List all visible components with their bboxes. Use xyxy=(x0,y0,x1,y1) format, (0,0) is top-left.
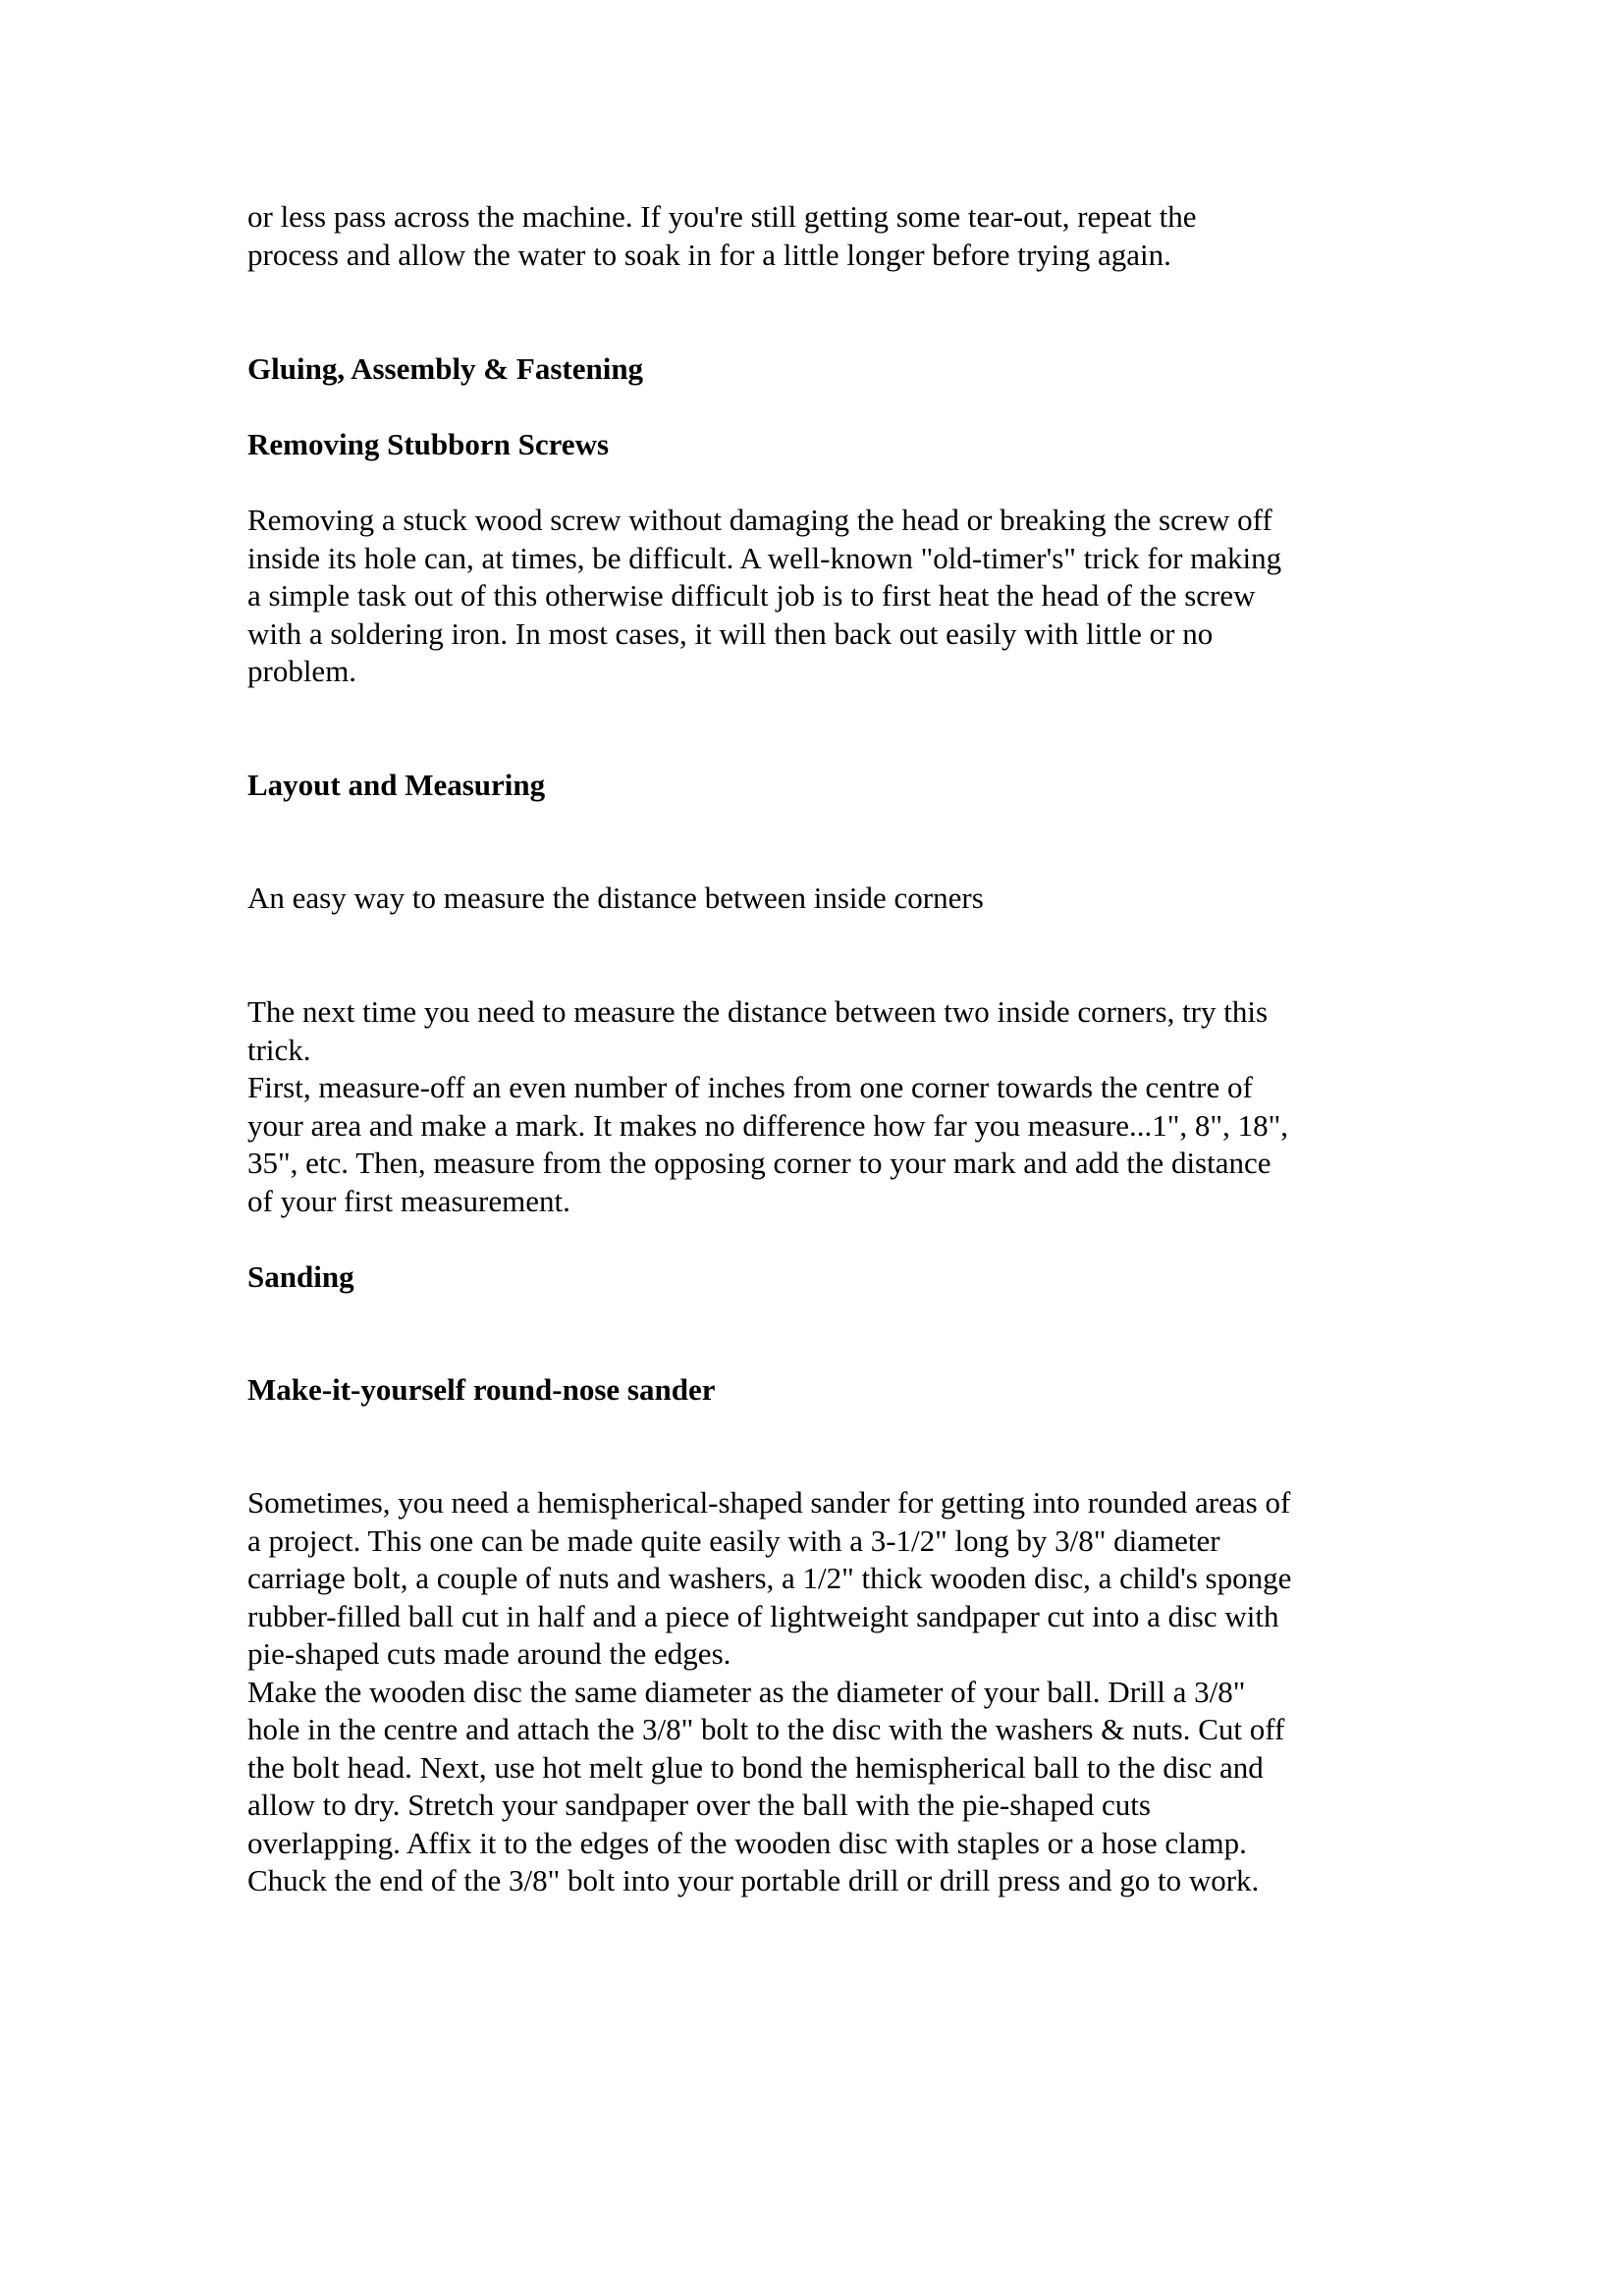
paragraph-inside-corners xyxy=(247,993,1386,1220)
paragraph-line: Chuck the end of the 3/8" bolt into your portable drill or drill press and go to work. xyxy=(247,1863,1260,1897)
paragraph-line: your area and make a mark. It makes no difference how far you measure...1", 8", 18", xyxy=(247,1107,1288,1143)
intro-paragraph xyxy=(247,198,1386,274)
paragraph-line: 35", etc. Then, measure from the opposing corner to your mark and add the distance xyxy=(247,1146,1271,1180)
paragraph-line: The next time you need to measure the distance between two inside corners, try this xyxy=(247,994,1269,1029)
subheading-removing-screws: Removing Stubborn Screws xyxy=(247,427,610,461)
paragraph-line: hole in the centre and attach the 3/8" bolt to the disc with the washers & nuts. Cut off xyxy=(247,1712,1285,1746)
section-heading-gluing: Gluing, Assembly & Fastening xyxy=(247,351,644,386)
paragraph-line: inside its hole can, at times, be difficult. A well-known "old-timer's" trick for making xyxy=(247,540,1282,575)
paragraph-round-nose-sander xyxy=(247,1484,1386,1900)
subheading-round-nose-sander: Make-it-yourself round-nose sander xyxy=(247,1372,716,1407)
paragraph-line: First, measure-off an even number of inches from one corner towards the centre of xyxy=(247,1070,1253,1104)
section-heading-sanding: Sanding xyxy=(247,1259,354,1294)
paragraph-line: with a soldering iron. In most cases, it will then back out easily with little or no xyxy=(247,615,1214,651)
paragraph-line: overlapping. Affix it to the edges of the wooden disc with staples or a hose clamp. xyxy=(247,1825,1247,1860)
paragraph-line: problem. xyxy=(247,654,357,688)
paragraph-line: carriage bolt, a couple of nuts and washers, a 1/2" thick wooden disc, a child's sponge xyxy=(247,1561,1292,1595)
intro-line: process and allow the water to soak in for a little longer before trying again. xyxy=(247,237,1171,272)
paragraph-line: a project. This one can be made quite easily with a 3-1/2" long by 3/8" diameter xyxy=(247,1522,1220,1558)
paragraph-line: rubber-filled ball cut in half and a piece of lightweight sandpaper cut into a disc with xyxy=(247,1598,1279,1633)
intro-line: or less pass across the machine. If you're still getting some tear-out, repeat the xyxy=(247,199,1197,234)
paragraph-line: Removing a stuck wood screw without damaging the head or breaking the screw off xyxy=(247,503,1272,537)
paragraph-line: Make the wooden disc the same diameter as the diameter of your ball. Drill a 3/8" xyxy=(247,1674,1246,1709)
paragraph-line: the bolt head. Next, use hot melt glue to bond the hemispherical ball to the disc and xyxy=(247,1749,1264,1785)
paragraph-line: allow to dry. Stretch your sandpaper over the ball with the pie-shaped cuts xyxy=(247,1788,1151,1822)
paragraph-line: of your first measurement. xyxy=(247,1183,570,1218)
subheading-inside-corners: An easy way to measure the distance between inside corners xyxy=(247,881,984,915)
paragraph-line: pie-shaped cuts made around the edges. xyxy=(247,1636,731,1671)
paragraph-removing-screws xyxy=(247,502,1386,691)
section-heading-layout: Layout and Measuring xyxy=(247,768,546,802)
paragraph-line: Sometimes, you need a hemispherical-shaped sander for getting into rounded areas of xyxy=(247,1485,1291,1520)
paragraph-line: trick. xyxy=(247,1032,311,1067)
paragraph-line: a simple task out of this otherwise difficult job is to first heat the head of the screw xyxy=(247,578,1256,613)
